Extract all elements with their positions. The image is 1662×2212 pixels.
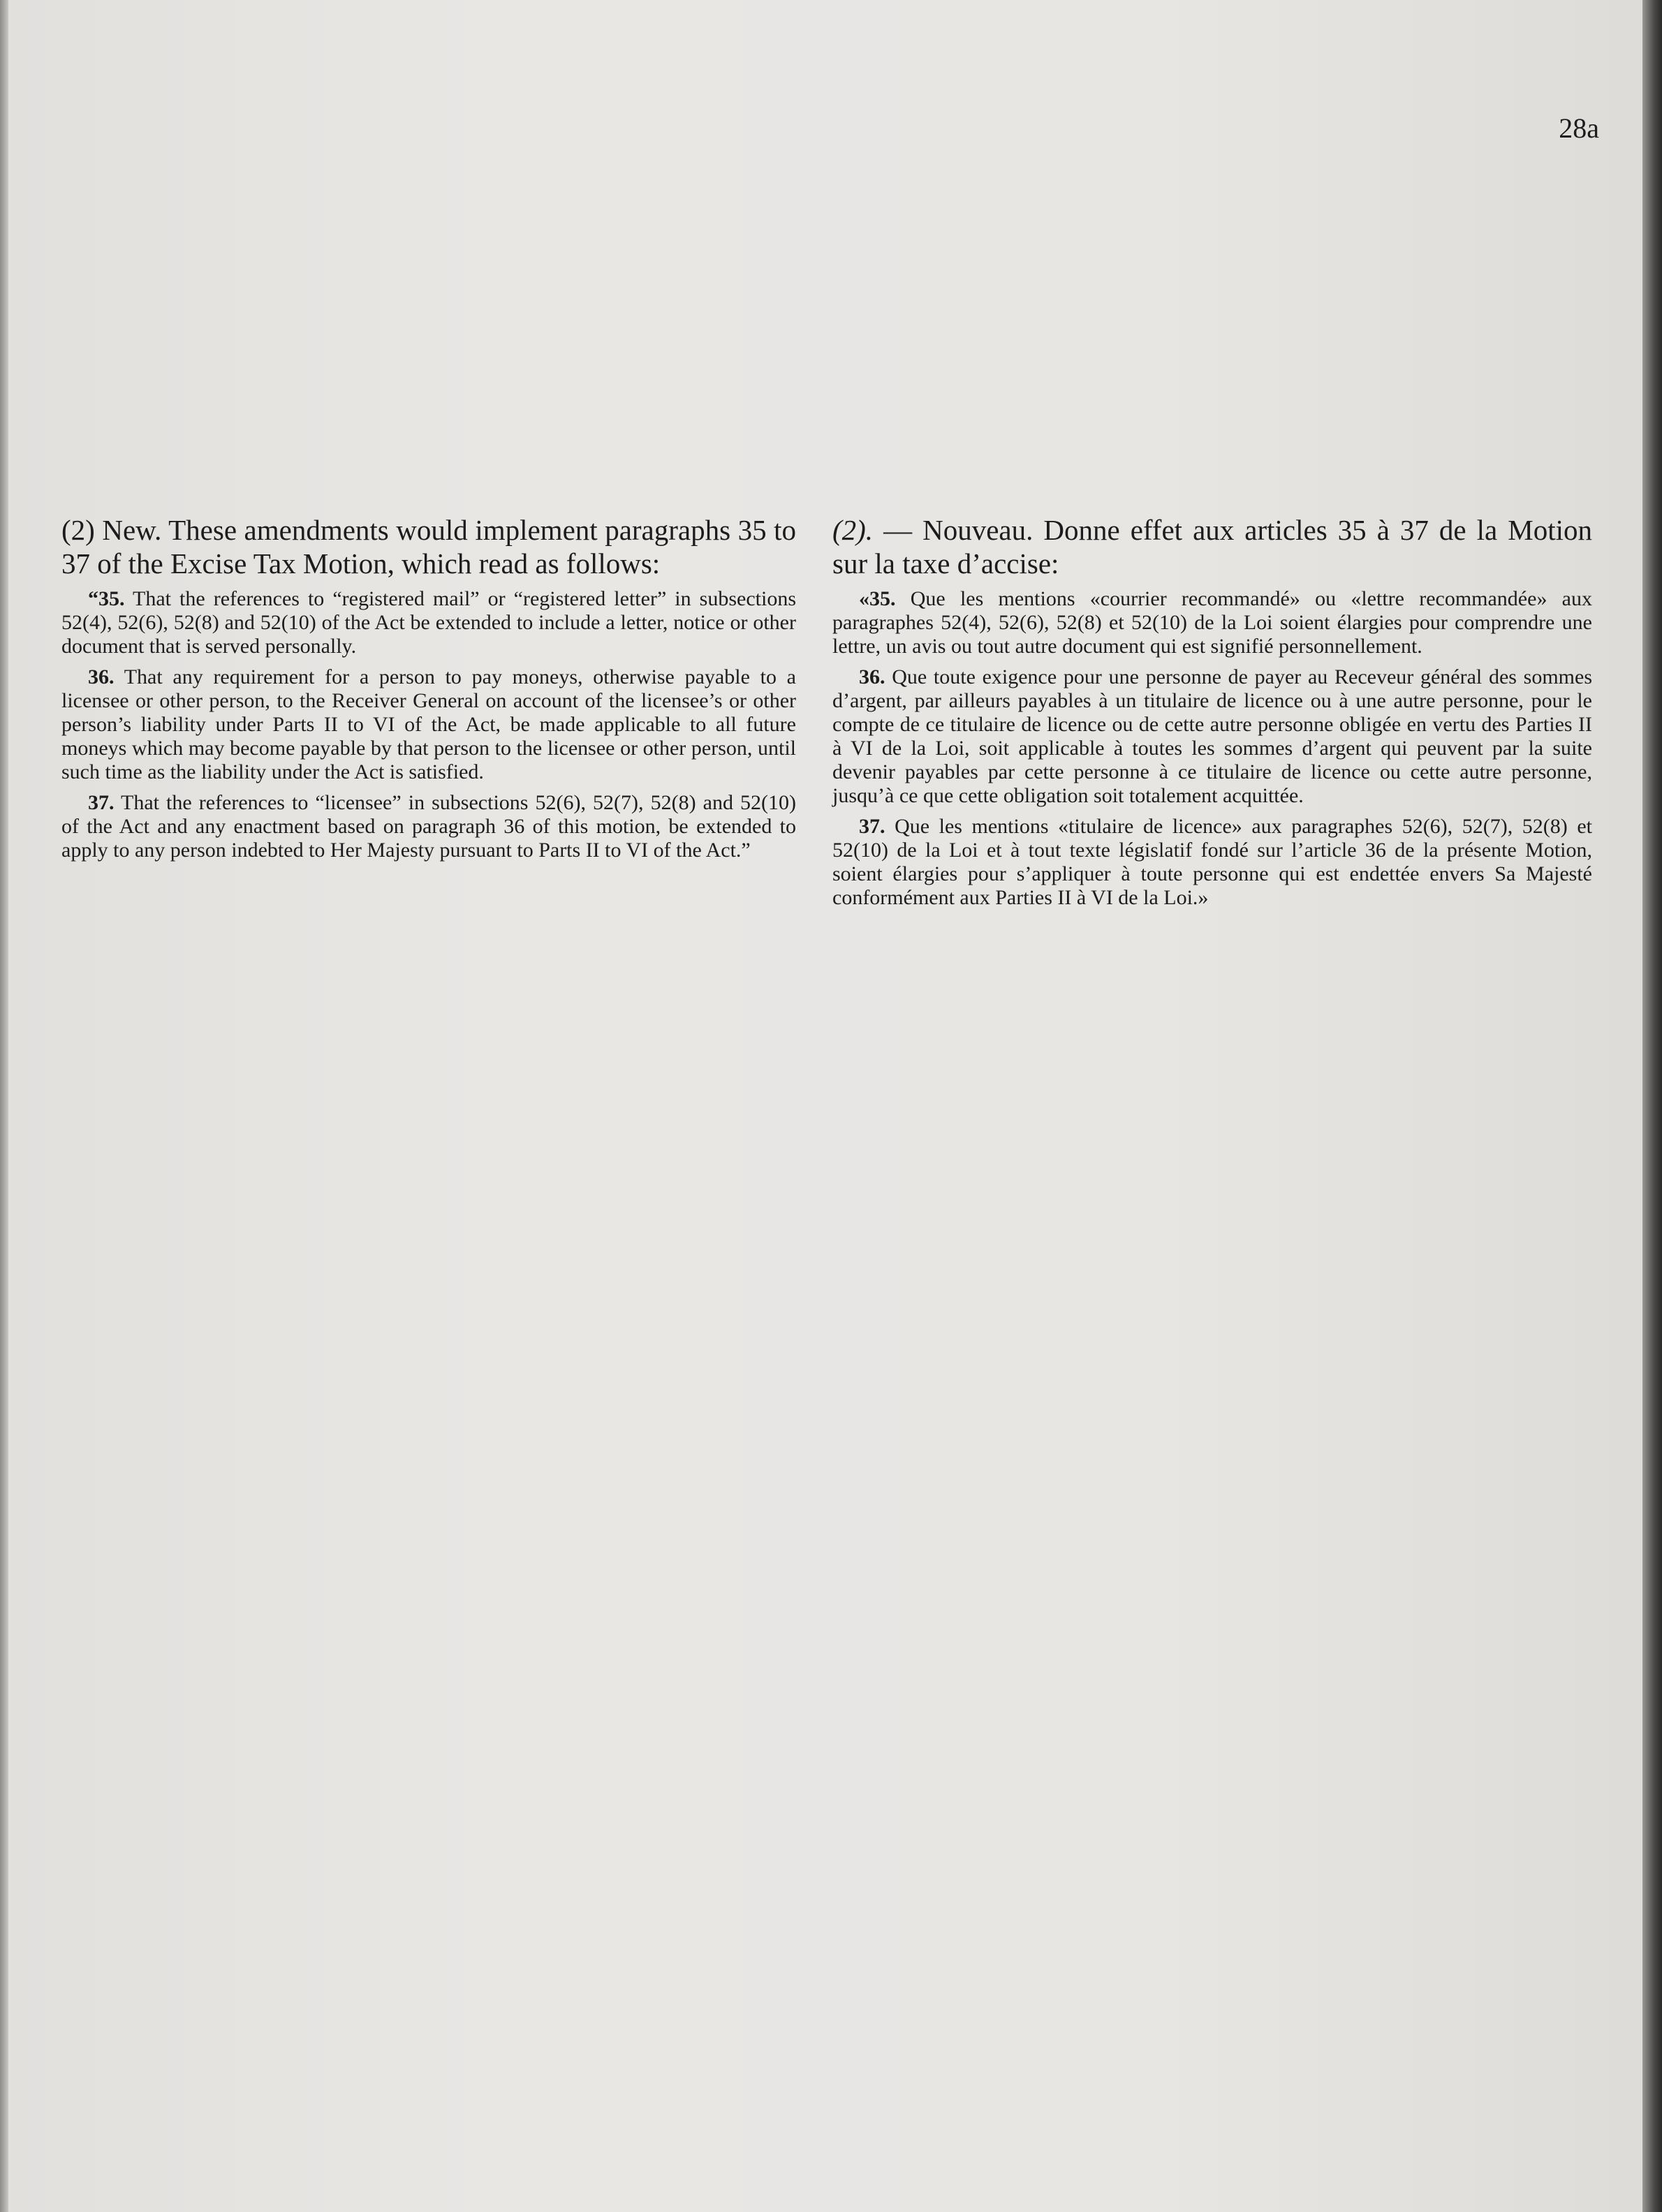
- french-lead-note: (2).: [832, 514, 874, 546]
- paragraph-number: 36.: [859, 665, 885, 688]
- french-lead-text: — Nouveau. Donne effet aux articles 35 à 37 de la Motion sur la taxe d’accise:: [832, 514, 1592, 580]
- page-left-shadow: [0, 0, 8, 2212]
- paragraph-number: 37.: [859, 815, 885, 838]
- paragraph-number: “35.: [88, 587, 125, 610]
- paragraph-text: Que les mentions «courrier recommandé» ou «lettre recommandée» aux paragraphes 52(4), 52(6), 52(8) et 52(10) de la Loi soient élargies pour comprendre une lettre, un avis ou tout autre document qui est signifié personnellement.: [832, 587, 1592, 658]
- paragraph-number: 37.: [88, 791, 115, 814]
- english-paragraph-35: [61, 587, 796, 658]
- french-paragraph-35: [832, 587, 1592, 658]
- french-lead: [832, 513, 1592, 580]
- french-paragraph-36: [832, 665, 1592, 808]
- paragraph-number: «35.: [859, 587, 896, 610]
- english-lead: (2) New. These amendments would implement paragraphs 35 to 37 of the Excise Tax Motion, which read as follows:: [61, 514, 796, 580]
- english-paragraph-37: [61, 791, 796, 862]
- french-column: [832, 513, 1592, 917]
- english-column: [61, 513, 796, 869]
- paragraph-text: Que les mentions «titulaire de licence» aux paragraphes 52(6), 52(7), 52(8) et 52(10) de la Loi et à tout texte législatif fondé sur l’article 36 de la présente Motion, soient élargies pour s’appliquer à toute personne qui est endettée envers Sa Majesté conformément aux Parties II à VI de la Loi.»: [832, 815, 1592, 909]
- english-paragraph-36: [61, 665, 796, 784]
- paragraph-text: That the references to “licensee” in subsections 52(6), 52(7), 52(8) and 52(10) of the Act and any enactment based on paragraph 36 of this motion, be extended to apply to any person indebted to Her Majesty pursuant to Parts II to VI of the Act.”: [61, 791, 796, 862]
- page-right-edge: [1642, 0, 1662, 2212]
- paragraph-text: Que toute exigence pour une personne de payer au Receveur général des sommes d’argent, par ailleurs payables à un titulaire de licence ou à une autre personne, pour le compte de ce titulaire de licence ou de cette autre personne obligée en vertu des Parties II à VI de la Loi, soit applicable à toutes les sommes d’argent qui peuvent par la suite devenir payables par cette personne à ce titulaire de licence ou cette autre personne, jusqu’à ce que cette obligation soit totalement acquittée.: [832, 665, 1592, 807]
- paragraph-number: 36.: [88, 665, 115, 688]
- paragraph-text: That any requirement for a person to pay moneys, otherwise payable to a licensee or other person, to the Receiver General on account of the licensee’s or other person’s liability under Parts II to VI of the Act, be made applicable to all future moneys which may become payable by that person to the licensee or other person, until such time as the liability under the Act is satisfied.: [61, 665, 796, 783]
- paragraph-text: That the references to “registered mail” or “registered letter” in subsections 52(4), 52(6), 52(8) and 52(10) of the Act be extended to include a letter, notice or other document that is served personally.: [61, 587, 796, 658]
- french-paragraph-37: [832, 815, 1592, 910]
- page-number: 28a: [1559, 112, 1599, 144]
